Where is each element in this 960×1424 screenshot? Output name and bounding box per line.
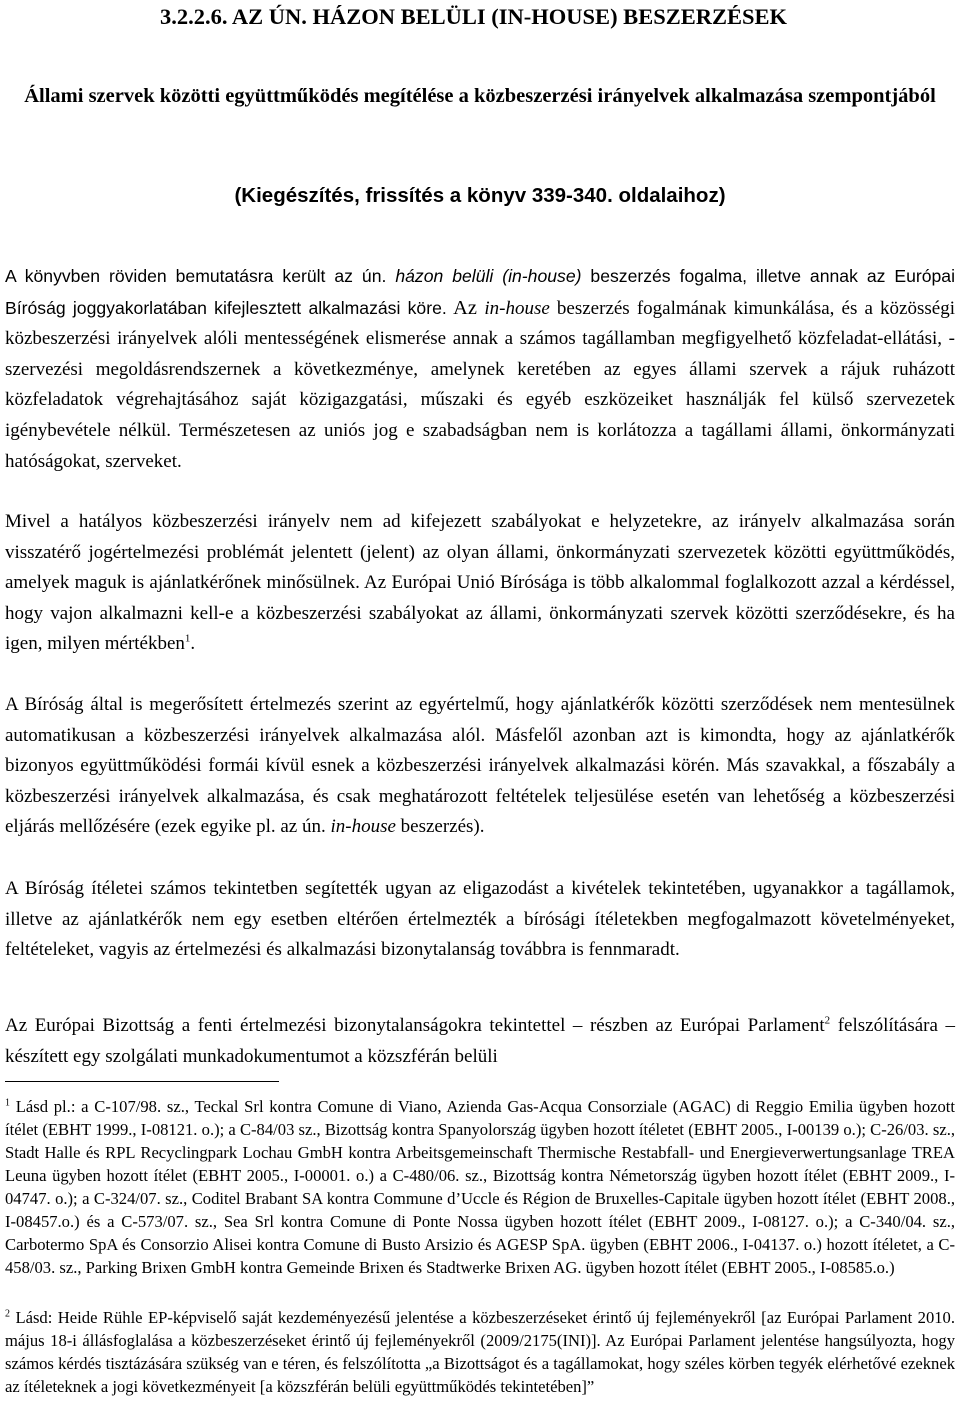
footnote-1-number: 1	[5, 1097, 10, 1109]
paragraph-1	[5, 261, 955, 477]
footnote-2-text: Lásd: Heide Rühle EP-képviselő saját kezdeményezésű jelentése a közbeszerzéseket érintő új fejleményekről [az Európai Parlament 2010. május 18-i állásfoglalása a közbeszerzéseket érintő új fejleményekről (2009/2175(INI)]. Az Európai Parlament jelentése hangsúlyozta, hogy számos kérdés tisztázására szükség van e téren, és felszólította „a Bizottságot és a tagállamokat, hogy széles körben tegyék elérhetővé ezeknek az ítéleteknek a jogi következményeit [a közszférán belüli együttműködés tekintetében]”	[5, 1308, 955, 1396]
footnote-2	[5, 1306, 955, 1398]
paragraph-1-text-a: A könyvben röviden bemutatásra került az ún.	[5, 266, 396, 286]
footnote-ref-2[interactable]: 2	[824, 1014, 831, 1027]
section-heading: 3.2.2.6. AZ ÚN. HÁZON BELÜLI (IN-HOUSE) BESZERZÉSEK	[160, 4, 788, 29]
footnote-separator	[5, 1081, 279, 1082]
footnote-2-number: 2	[5, 1308, 10, 1320]
paragraph-2	[5, 507, 955, 660]
paragraph-5-text: Az Európai Bizottság a fenti értelmezési bizonytalanságokra tekintettel – részben az Európai Parlament	[5, 1015, 825, 1036]
paragraph-1-text-c: Az	[446, 296, 485, 319]
paragraph-1-italic-inhouse: in-house	[484, 297, 550, 319]
paragraph-1-italic-term: házon belüli (in-house)	[395, 266, 582, 286]
paragraph-3-text: A Bíróság által is megerősített értelmezés szerint az egyértelmű, hogy ajánlatkérők közötti szerződések nem mentesülnek automatikusan a közbeszerzési irányelvek alkalmazása alól. Másfelől azonban azt is kimondta, hogy az ajánlatkérők bizonyos együttműködési formái kívül esnek a közbeszerzési irányelvek alkalmazási körén. Más szavakkal, a főszabály a közbeszerzési irányelvek alkalmazása, és csak meghatározott feltételek teljesülése esetén van lehetőség a közbeszerzési eljárás mellőzésére (ezek egyike pl. az ún.	[5, 694, 955, 838]
footnote-1-text: Lásd pl.: a C-107/98. sz., Teckal Srl kontra Comune di Viano, Azienda Gas-Acqua Consorziale (AGAC) di Reggio Emilia ügyben hozott ítélet (EBHT 1999., I-08121. o.); a C-84/03 sz., Bizottság kontra Spanyolország ügyben hozott ítéletet (EBHT 2005., I-00139 o.); C-26/03. sz., Stadt Halle és RPL Recyclingpark Lochau GmbH kontra Arbeitsgemeinschaft Thermische Restabfall- und Energieverwertungsanlage TREA Leuna ügyben hozott ítélet (EBHT 2005., I-00001. o.) a C-480/06. sz., Bizottság kontra Németország ügyben hozott ítélet (EBHT 2009., I-04747. o.); a C-324/07. sz., Coditel Brabant SA kontra Commune d’Uccle és Région de Bruxelles-Capitale ügyben hozott ítélet (EBHT 2008., I-08457.o.) és a C-573/07. sz., Sea Srl kontra Comune di Ponte Nossa ügyben hozott ítélet (EBHT 2009., I-08127. o.); a C-340/04. sz., Carbotermo SpA és Consorzio Alisei kontra Comune di Busto Arsizio és AGESP SpA. ügyben (EBHT 2006., I-04137. o.) hozott ítéletet, a C-458/03. sz., Parking Brixen GmbH kontra Gemeinde Brixen és Stadtwerke Brixen AG. ügyben hozott ítélet (EBHT 2005., I-08585.o.)	[5, 1097, 955, 1277]
paragraph-4: A Bíróság ítéletei számos tekintetben segítették ugyan az eligazodást a kivételek tekintetében, ugyanakkor a tagállamok, illetve az ajánlatkérők nem egy esetben eltérően értelmezték a bírósági ítéletekben megfogalmazott követelményeket, feltételeket, vagyis az értelmezési és alkalmazási bizonytalanság továbbra is fennmaradt.	[5, 878, 955, 961]
document-subtitle: Állami szervek közötti együttműködés megítélése a közbeszerzési irányelvek alkalmazása szempontjából	[24, 85, 936, 107]
paragraph-1-text-d: beszerzés fogalmának kimunkálása, és a közösségi közbeszerzési irányelvek alóli mentességének elismerése annak a számos tagállamban megfigyelhető közfeladat-ellátási, -szervezési megoldásrendszernek a következménye, amelynek keretében az egyes állami szervek a rájuk ruházott közfeladatok végrehajtásához saját közigazgatási, műszaki és egyéb eszközeiket használják fel külső szervezetek igénybevétele nélkül. Természetesen az uniós jog e szabadságban nem is korlátozza a tagállami állami, önkormányzati hatóságokat, szerveket.	[5, 297, 955, 472]
paragraph-5-end: felszólítására – készített egy szolgálati munkadokumentumot a közszférán belüli	[5, 1015, 955, 1067]
paragraph-2-end: .	[190, 633, 196, 655]
footnote-1	[5, 1095, 955, 1279]
paragraph-1-text-b: beszerzés fogalma, illetve annak az Európai Bíróság joggyakorlatában kifejlesztett alkalmazási köre.	[5, 266, 956, 318]
supplement-note: (Kiegészítés, frissítés a könyv 339-340. oldalaihoz)	[234, 184, 726, 207]
paragraph-3-end: beszerzés).	[395, 816, 485, 838]
footnote-ref-1[interactable]: 1	[184, 633, 191, 646]
paragraph-3-italic-inhouse: in-house	[330, 816, 396, 838]
paragraph-5	[5, 1011, 955, 1072]
paragraph-3	[5, 690, 955, 843]
paragraph-2-text: Mivel a hatályos közbeszerzési irányelv nem ad kifejezett szabályokat e helyzetekre, az irányelv alkalmazása során visszatérő jogértelmezési problémát jelentett (jelent) az olyan állami, önkormányzati szervezetek közötti együttműködés, amelyek maguk is ajánlatkérőnek minősülnek. Az Európai Unió Bírósága is több alkalommal foglalkozott azzal a kérdéssel, hogy vajon alkalmazni kell-e a közbeszerzési szabályokat az állami, önkormányzati szervek közötti szerződésekre, és ha igen, milyen mértékben	[5, 511, 955, 655]
